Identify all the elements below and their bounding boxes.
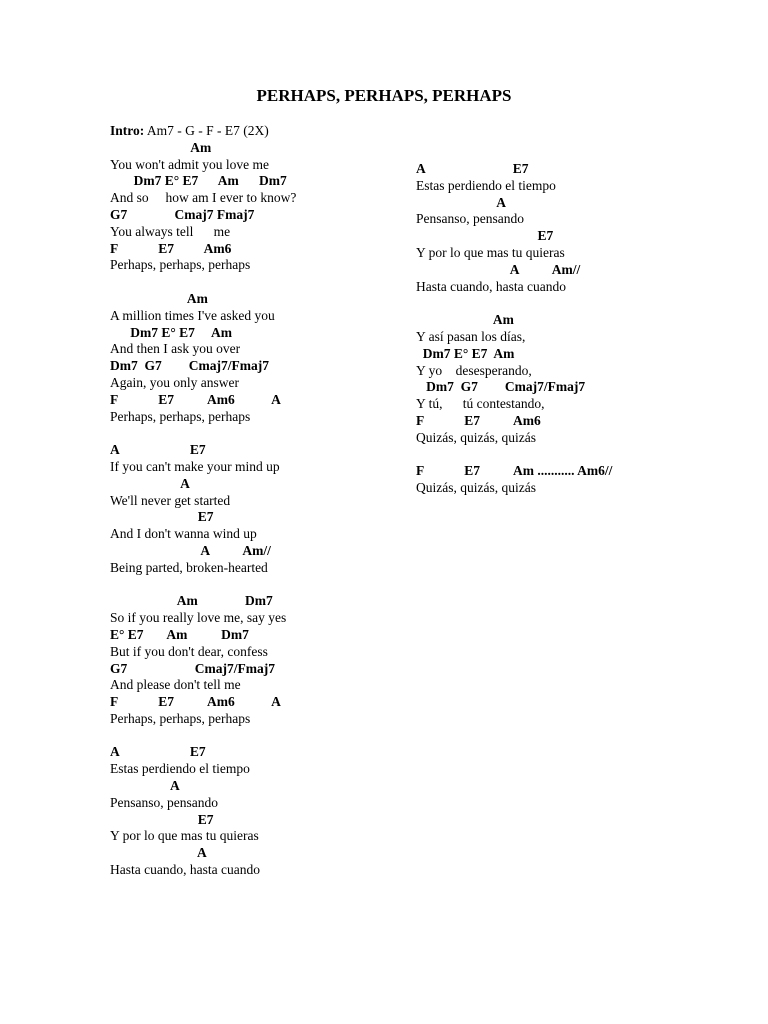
chord-line: E7 — [110, 509, 214, 525]
lyric-line: Y yo desesperando, — [416, 362, 532, 378]
chord-line: E° E7 Am Dm7 — [110, 626, 249, 642]
chord-line: A E7 — [110, 744, 206, 760]
lyric-line: Perhaps, perhaps, perhaps — [110, 710, 251, 726]
chord-line: Dm7 G7 Cmaj7/Fmaj7 — [110, 358, 269, 374]
lyric-line: We'll never get started — [110, 492, 231, 508]
chord-line: F E7 Am6 — [110, 240, 232, 256]
lyric-line: And please don't tell me — [110, 677, 241, 693]
lyric-line: Pensanso, pensando — [416, 211, 524, 227]
chord-line: F E7 Am ........... Am6// — [416, 463, 613, 479]
lyric-line: Estas perdiendo el tiempo — [416, 177, 556, 193]
chord-line: F E7 Am6 A — [110, 391, 281, 407]
lyric-line: Perhaps, perhaps, perhaps — [110, 408, 251, 424]
right-lines — [416, 161, 746, 497]
chord-line: A E7 — [416, 161, 529, 176]
stanza-gap — [110, 274, 440, 291]
lyric-line: Hasta cuando, hasta cuando — [110, 862, 260, 878]
chord-line: Am — [110, 290, 208, 306]
stanza-gap — [110, 425, 440, 442]
chord-line: A — [110, 845, 207, 861]
stanza-gap — [416, 447, 746, 464]
lyric-line: And then I ask you over — [110, 341, 241, 357]
lyric-line: You won't admit you love me — [110, 156, 269, 172]
lyric-line: So if you really love me, say yes — [110, 610, 287, 626]
chord-line: Am Dm7 — [110, 593, 273, 609]
chord-line: Dm7 E° E7 Am — [110, 324, 233, 340]
song-title: PERHAPS, PERHAPS, PERHAPS — [256, 86, 512, 105]
lyric-line: Hasta cuando, hasta cuando — [416, 278, 566, 294]
right-column — [416, 161, 746, 497]
left-lines — [110, 140, 440, 879]
chord-line: Am — [416, 312, 514, 328]
lyric-line: Quizás, quizás, quizás — [416, 480, 536, 496]
lyric-line: A million times I've asked you — [110, 307, 275, 323]
chord-line: E7 — [416, 228, 554, 244]
intro-chords: Am7 - G - F - E7 (2X) — [144, 123, 269, 138]
stanza-gap — [110, 577, 440, 594]
chord-line: A Am// — [416, 261, 581, 277]
lyric-line: Y tú, tú contestando, — [416, 396, 545, 412]
lyric-line: Y por lo que mas tu quieras — [110, 828, 259, 844]
chord-line: F E7 Am6 — [416, 412, 541, 428]
stanza-gap — [110, 728, 440, 745]
chord-line: A — [110, 475, 190, 491]
lyric-line: Perhaps, perhaps, perhaps — [110, 257, 251, 273]
lyric-line: Estas perdiendo el tiempo — [110, 761, 250, 777]
chord-line: F E7 Am6 A — [110, 694, 281, 710]
lyric-line: Pensanso, pensando — [110, 794, 218, 810]
lyric-line: Again, you only answer — [110, 374, 239, 390]
lyric-line: You always tell me — [110, 223, 231, 239]
left-column — [110, 123, 440, 879]
chord-line: E7 — [110, 811, 214, 827]
chord-line: A — [416, 194, 507, 210]
lyric-line: If you can't make your mind up — [110, 458, 280, 474]
intro-line — [110, 123, 440, 140]
chord-line: Dm7 E° E7 Am Dm7 — [110, 173, 287, 189]
lyric-line: And so how am I ever to know? — [110, 190, 297, 206]
lyric-line: And I don't wanna wind up — [110, 526, 257, 542]
chord-line: Am — [110, 139, 212, 155]
lyric-line: Quizás, quizás, quizás — [416, 429, 536, 445]
chord-line: G7 Cmaj7/Fmaj7 — [110, 660, 275, 676]
chord-line: Dm7 E° E7 Am — [416, 345, 515, 361]
chord-line: A E7 — [110, 442, 206, 458]
chord-line: A Am// — [110, 542, 271, 558]
chord-line: G7 Cmaj7 Fmaj7 — [110, 206, 255, 222]
lyric-line: But if you don't dear, confess — [110, 643, 268, 659]
lyric-line: Being parted, broken-hearted — [110, 559, 268, 575]
chord-line: A — [110, 778, 180, 794]
stanza-gap — [416, 295, 746, 312]
lyric-line: Y por lo que mas tu quieras — [416, 244, 565, 260]
intro-label: Intro: — [110, 123, 145, 138]
lyric-line: Y así pasan los días, — [416, 328, 526, 344]
chord-line: Dm7 G7 Cmaj7/Fmaj7 — [416, 379, 586, 395]
